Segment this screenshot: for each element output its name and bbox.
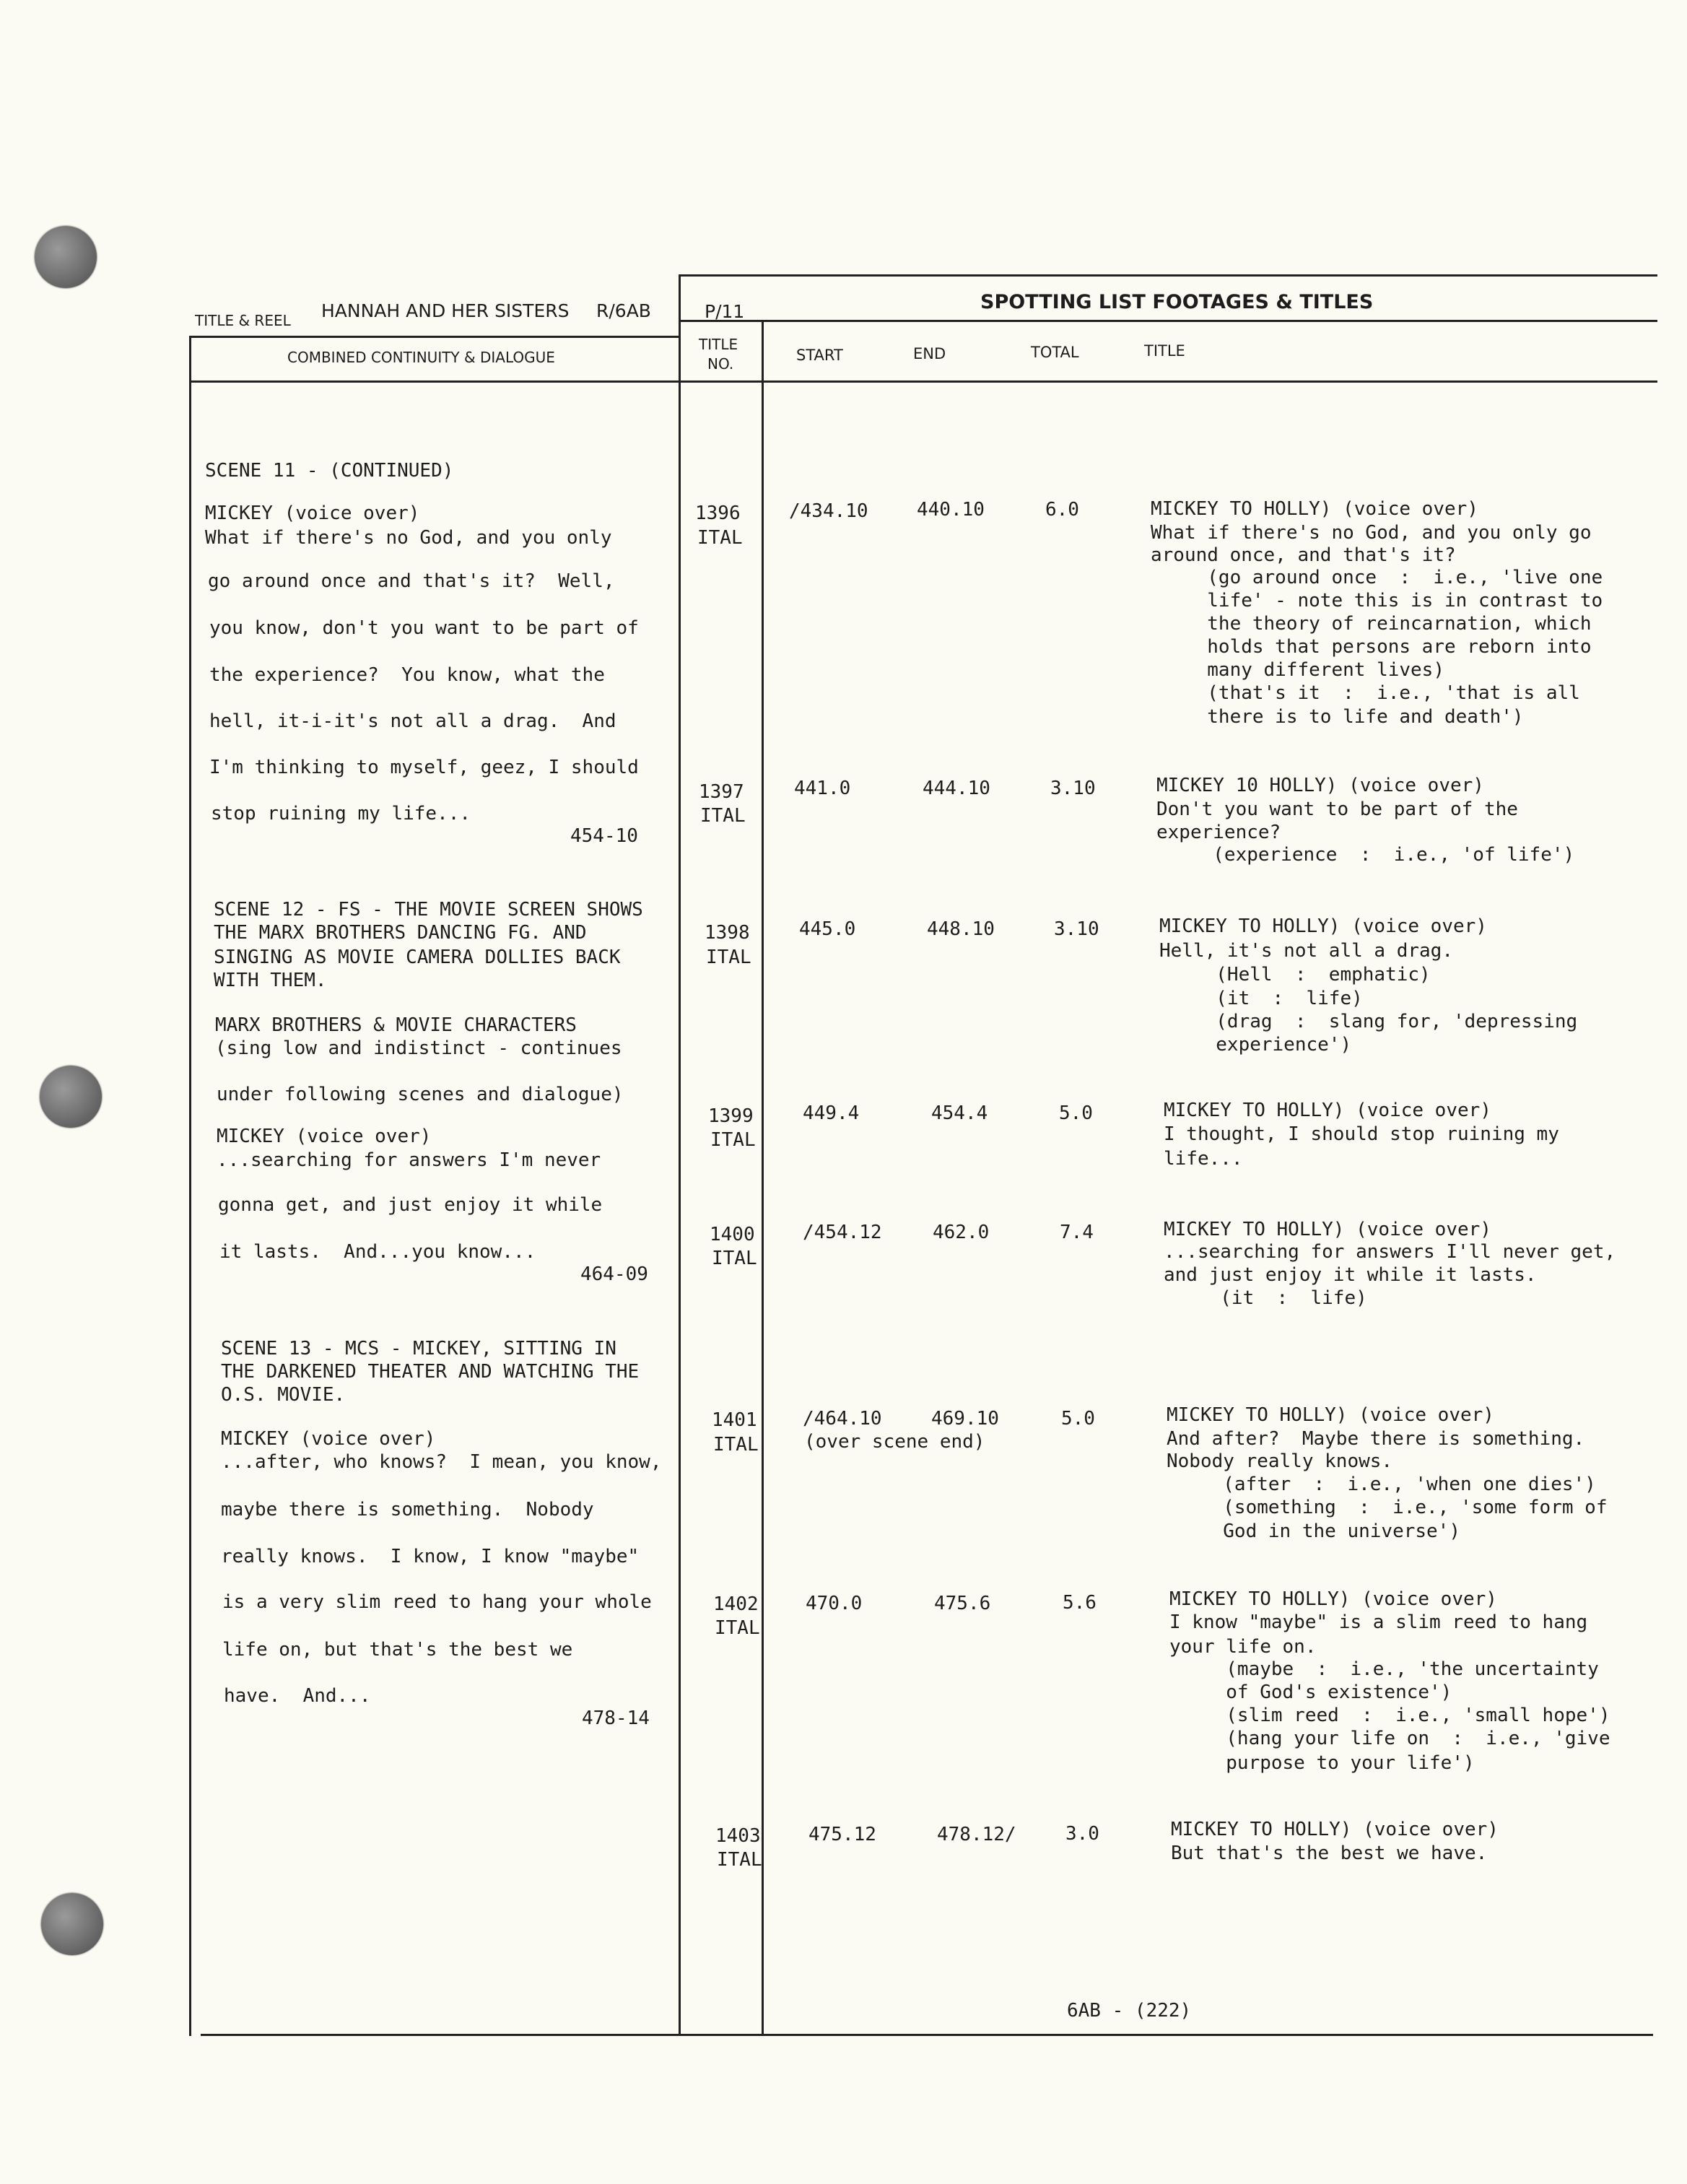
title-text-line: purpose to your life') xyxy=(1169,1752,1475,1774)
continuity-line: really knows. I know, I know "maybe" xyxy=(221,1546,640,1567)
continuity-line: hell, it-i-it's not all a drag. And xyxy=(209,710,616,732)
end-footage: 462.0 xyxy=(933,1222,990,1243)
end-footage: 478.12/ xyxy=(937,1824,1016,1845)
continuity-line: ...searching for answers I'm never xyxy=(217,1149,601,1171)
continuity-line: gonna get, and just enjoy it while xyxy=(218,1194,603,1216)
continuity-line: ...after, who knows? I mean, you know, xyxy=(221,1451,662,1473)
continuity-line: it lasts. And...you know... xyxy=(219,1241,536,1263)
title-text-line: (experience : i.e., 'of life') xyxy=(1156,844,1575,866)
continuity-line: the experience? You know, what the xyxy=(209,664,605,686)
end-footage: 454.4 xyxy=(931,1102,988,1124)
title-text-line: (Hell : emphatic) xyxy=(1159,964,1431,986)
continuity-line: MARX BROTHERS & MOVIE CHARACTERS xyxy=(215,1014,577,1036)
title-column-header: TITLE xyxy=(1144,342,1185,360)
title-type: ITAL xyxy=(710,1129,756,1151)
total-footage: 5.0 xyxy=(1061,1408,1095,1430)
left-border xyxy=(189,336,191,2036)
header-rule xyxy=(679,320,1657,322)
continuity-line: THE MARX BROTHERS DANCING FG. AND xyxy=(214,922,587,944)
start-footage: 475.12 xyxy=(808,1824,876,1845)
continuity-line: maybe there is something. Nobody xyxy=(221,1499,594,1520)
title-text-line: MICKEY TO HOLLY) (voice over) xyxy=(1171,1819,1499,1840)
start-footage: /434.10 xyxy=(789,500,868,522)
start-footage: /454.12 xyxy=(803,1222,882,1243)
title-reel-label: TITLE & REEL xyxy=(195,312,291,329)
continuity-line: SINGING AS MOVIE CAMERA DOLLIES BACK xyxy=(214,947,621,968)
total-footage: 6.0 xyxy=(1045,499,1079,521)
title-type: ITAL xyxy=(713,1434,759,1456)
title-type: ITAL xyxy=(697,527,743,549)
title-text-line: MICKEY TO HOLLY) (voice over) xyxy=(1167,1404,1494,1426)
start-note: (over scene end) xyxy=(804,1431,985,1453)
continuity-line: SCENE 11 - (CONTINUED) xyxy=(205,460,454,482)
start-footage: 449.4 xyxy=(803,1102,860,1124)
continuity-line: SCENE 12 - FS - THE MOVIE SCREEN SHOWS xyxy=(214,899,643,921)
title-text-line: (drag : slang for, 'depressing xyxy=(1159,1011,1578,1032)
title-text-line: (hang your life on : i.e., 'give xyxy=(1169,1728,1610,1749)
section-title: SPOTTING LIST FOOTAGES & TITLES xyxy=(980,291,1374,313)
title-no-header-line2: NO. xyxy=(707,355,734,373)
continuity-line: MICKEY (voice over) xyxy=(217,1126,432,1147)
continuity-line: you know, don't you want to be part of xyxy=(209,617,639,639)
title-text-line: (slim reed : i.e., 'small hope') xyxy=(1169,1705,1610,1726)
end-footage: 475.6 xyxy=(934,1593,991,1614)
column-header-rule xyxy=(189,380,1657,383)
total-footage: 3.0 xyxy=(1065,1823,1099,1845)
title-text-line: But that's the best we have. xyxy=(1171,1843,1488,1864)
title-text-line: there is to life and death') xyxy=(1151,706,1524,728)
title-text-line: (something : i.e., 'some form of xyxy=(1167,1497,1608,1518)
continuity-line: have. And... xyxy=(224,1685,371,1707)
continuity-line: I'm thinking to myself, geez, I should xyxy=(209,757,639,778)
title-number: 1401 xyxy=(712,1409,757,1431)
continuity-divider xyxy=(679,274,681,2036)
title-text-line: around once, and that's it? xyxy=(1151,544,1456,566)
continuity-line: MICKEY (voice over) xyxy=(205,503,420,524)
continuity-line: WITH THEM. xyxy=(214,970,327,991)
continuity-line: SCENE 13 - MCS - MICKEY, SITTING IN xyxy=(221,1338,616,1359)
continuity-line: stop ruining my life... xyxy=(211,803,471,825)
continuity-line: is a very slim reed to hang your whole xyxy=(222,1591,652,1613)
title-text-line: life... xyxy=(1164,1148,1243,1170)
end-column-header: END xyxy=(913,345,946,362)
title-text-line: and just enjoy it while it lasts. xyxy=(1164,1264,1537,1286)
left-header-top-rule xyxy=(189,336,680,338)
title-text-line: Hell, it's not all a drag. xyxy=(1159,940,1453,962)
footage-marker: 454-10 xyxy=(570,825,638,847)
continuity-line: under following scenes and dialogue) xyxy=(217,1084,624,1105)
title-text-line: experience? xyxy=(1156,822,1281,843)
total-column-header: TOTAL xyxy=(1031,344,1079,361)
page-number: P/11 xyxy=(705,301,745,322)
total-footage: 5.6 xyxy=(1063,1592,1097,1614)
bottom-rule xyxy=(201,2034,1653,2036)
title-text-line: ...searching for answers I'll never get, xyxy=(1164,1241,1616,1263)
continuity-line: MICKEY (voice over) xyxy=(221,1428,436,1450)
title-text-line: MICKEY TO HOLLY) (voice over) xyxy=(1164,1219,1491,1240)
reel-number: R/6AB xyxy=(596,300,651,321)
title-text-line: many different lives) xyxy=(1151,659,1444,681)
title-text-line: your life on. xyxy=(1169,1636,1317,1658)
title-type: ITAL xyxy=(712,1248,757,1269)
title-text-line: Nobody really knows. xyxy=(1167,1450,1393,1472)
continuity-line: O.S. MOVIE. xyxy=(221,1384,346,1406)
end-footage: 444.10 xyxy=(923,778,990,799)
start-footage: 441.0 xyxy=(794,778,851,799)
title-text-line: And after? Maybe there is something. xyxy=(1167,1428,1585,1450)
continuity-line: (sing low and indistinct - continues xyxy=(215,1037,622,1059)
title-text-line: holds that persons are reborn into xyxy=(1151,636,1592,658)
title-text-line: MICKEY TO HOLLY) (voice over) xyxy=(1159,915,1487,937)
footage-marker: 478-14 xyxy=(582,1707,650,1729)
title-number: 1396 xyxy=(695,503,741,524)
title-type: ITAL xyxy=(715,1617,760,1639)
title-text-line: I know "maybe" is a slim reed to hang xyxy=(1169,1611,1588,1633)
title-number: 1402 xyxy=(713,1593,759,1615)
continuity-line: THE DARKENED THEATER AND WATCHING THE xyxy=(221,1361,640,1383)
end-footage: 448.10 xyxy=(927,918,995,940)
total-footage: 3.10 xyxy=(1054,918,1099,940)
continuity-line: go around once and that's it? Well, xyxy=(208,570,615,592)
title-text-line: experience') xyxy=(1159,1034,1352,1056)
continuity-column-header: COMBINED CONTINUITY & DIALOGUE xyxy=(287,349,555,366)
title-text-line: the theory of reincarnation, which xyxy=(1151,613,1592,635)
end-footage: 469.10 xyxy=(931,1408,999,1430)
title-text-line: MICKEY TO HOLLY) (voice over) xyxy=(1164,1100,1491,1121)
title-text-line: God in the universe') xyxy=(1167,1520,1460,1542)
title-text-line: I thought, I should stop ruining my xyxy=(1164,1123,1559,1145)
top-rule xyxy=(679,274,1657,277)
total-footage: 7.4 xyxy=(1060,1222,1094,1243)
title-number: 1399 xyxy=(708,1105,754,1127)
start-column-header: START xyxy=(796,347,843,364)
title-no-header-line1: TITLE xyxy=(699,336,738,353)
title-text-line: MICKEY 10 HOLLY) (voice over) xyxy=(1156,775,1484,796)
title-number: 1403 xyxy=(715,1825,761,1847)
title-type: ITAL xyxy=(700,805,746,827)
title-text-line: What if there's no God, and you only go xyxy=(1151,522,1592,544)
footage-marker: 464-09 xyxy=(580,1263,648,1285)
continuity-line: life on, but that's the best we xyxy=(222,1639,573,1661)
binder-hole-top xyxy=(35,226,97,288)
title-text-line: (it : life) xyxy=(1164,1287,1367,1309)
start-footage: 445.0 xyxy=(799,918,856,940)
binder-hole-middle xyxy=(40,1066,102,1128)
title-number: 1398 xyxy=(705,922,750,944)
title-type: ITAL xyxy=(717,1849,762,1871)
start-footage: /464.10 xyxy=(803,1408,882,1430)
title-text-line: life' - note this is in contrast to xyxy=(1151,590,1603,612)
title-text-line: (go around once : i.e., 'live one xyxy=(1151,567,1603,588)
total-footage: 5.0 xyxy=(1059,1102,1093,1124)
start-footage: 470.0 xyxy=(806,1593,863,1614)
total-footage: 3.10 xyxy=(1050,778,1096,799)
title-text-line: (maybe : i.e., 'the uncertainty xyxy=(1169,1658,1599,1680)
title-type: ITAL xyxy=(706,947,751,968)
continuity-line: What if there's no God, and you only xyxy=(205,527,612,549)
title-text-line: (that's it : i.e., 'that is all xyxy=(1151,682,1580,704)
title-text-line: Don't you want to be part of the xyxy=(1156,799,1518,820)
page-reference: 6AB - (222) xyxy=(1067,2000,1192,2022)
binder-hole-bottom xyxy=(41,1893,103,1955)
title-text-line: (after : i.e., 'when one dies') xyxy=(1167,1474,1596,1495)
title-text-line: (it : life) xyxy=(1159,988,1363,1009)
title-text-line: of God's existence') xyxy=(1169,1681,1452,1703)
title-text-line: MICKEY TO HOLLY) (voice over) xyxy=(1169,1588,1497,1610)
title-number: 1397 xyxy=(699,781,744,803)
film-title: HANNAH AND HER SISTERS xyxy=(321,300,570,321)
end-footage: 440.10 xyxy=(917,499,985,521)
title-number: 1400 xyxy=(710,1224,755,1245)
title-text-line: MICKEY TO HOLLY) (voice over) xyxy=(1151,498,1478,520)
title-no-divider xyxy=(762,320,764,2036)
